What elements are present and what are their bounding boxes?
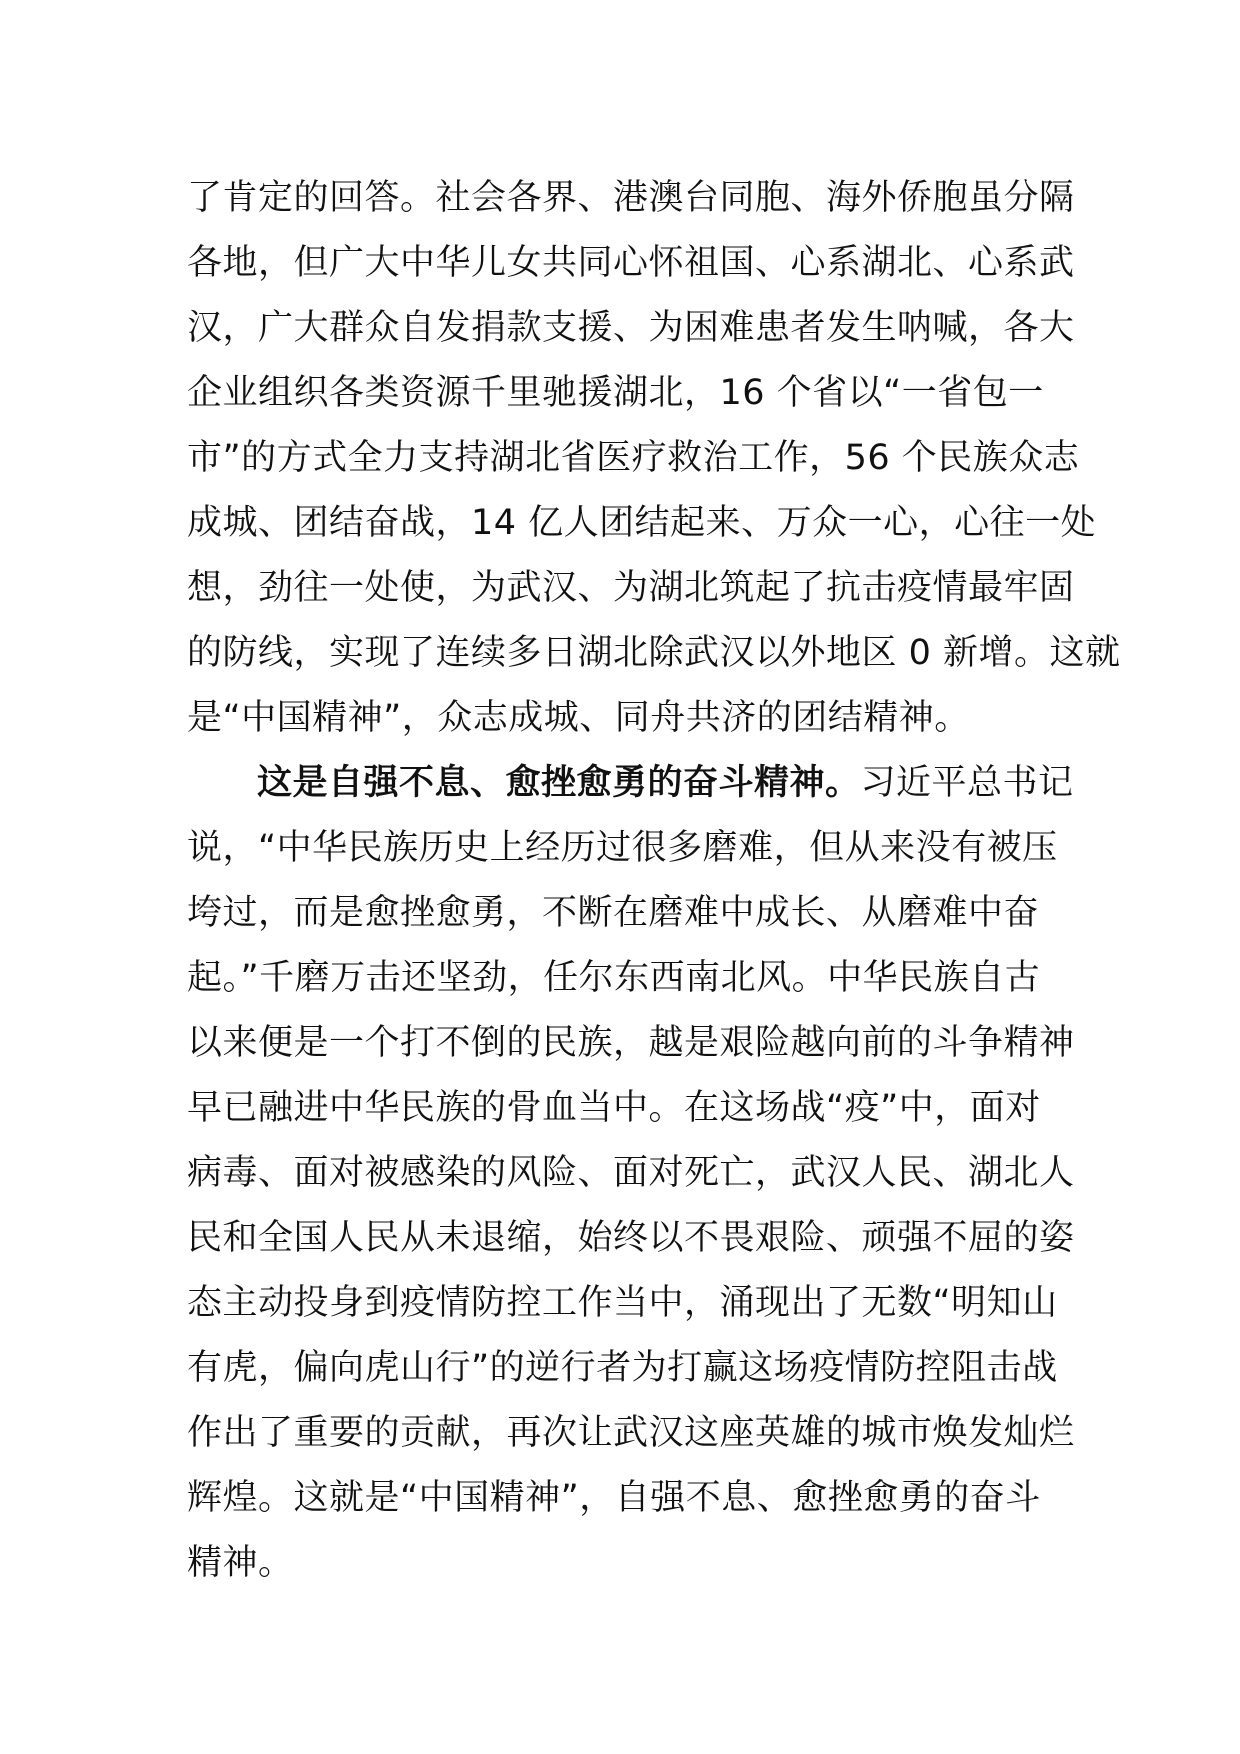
text-line: 企业组织各类资源千里驰援湖北，16 个省以“一省包一 <box>187 373 1044 413</box>
text-line: 想，劲往一处使，为武汉、为湖北筑起了抗击疫情最牢固 <box>187 568 1075 608</box>
text-line: 精神。 <box>187 1543 294 1583</box>
text-line: 民和全国人民从未退缩，始终以不畏艰险、顽强不屈的姿 <box>187 1218 1075 1258</box>
text-line: 是“中国精神”，众志成城、同舟共济的团结精神。 <box>187 698 970 738</box>
document-body <box>187 166 1121 1596</box>
text-line: 早已融进中华民族的骨血当中。在这场战“疫”中，面对 <box>187 1088 1041 1128</box>
text-line: 起。”千磨万击还坚劲，任尔东西南北风。中华民族自古 <box>187 958 1041 998</box>
paragraph-first-line <box>187 751 1074 816</box>
text-line: 汉，广大群众自发捐款支援、为困难患者发生呐喊，各大 <box>187 308 1075 348</box>
text-line: 了肯定的回答。社会各界、港澳台同胞、海外侨胞虽分隔 <box>187 178 1075 218</box>
text-line: 的防线，实现了连续多日湖北除武汉以外地区 0 新增。这就 <box>187 633 1121 673</box>
text-line: 成城、团结奋战，14 亿人团结起来、万众一心，心往一处 <box>187 503 1097 543</box>
text-line: 态主动投身到疫情防控工作当中，涌现出了无数“明知山 <box>187 1283 1058 1323</box>
text-line: 病毒、面对被感染的风险、面对死亡，武汉人民、湖北人 <box>187 1153 1075 1193</box>
heading-continuation: 习近平总书记 <box>860 763 1074 803</box>
text-line: 垮过，而是愈挫愈勇，不断在磨难中成长、从磨难中奋 <box>187 893 1040 933</box>
paragraph-struggle-spirit <box>187 751 1075 1596</box>
text-line: 说，“中华民族历史上经历过很多磨难，但从来没有被压 <box>187 828 1058 868</box>
text-line: 辉煌。这就是“中国精神”，自强不息、愈挫愈勇的奋斗 <box>187 1478 1041 1518</box>
text-line: 市”的方式全力支持湖北省医疗救治工作，56 个民族众志 <box>187 438 1080 478</box>
text-line: 以来便是一个打不倒的民族，越是艰险越向前的斗争精神 <box>187 1023 1075 1063</box>
text-line: 有虎，偏向虎山行”的逆行者为打赢这场疫情防控阻击战 <box>187 1348 1058 1388</box>
text-line: 各地，但广大中华儿女共同心怀祖国、心系湖北、心系武 <box>187 243 1075 283</box>
paragraph-heading: 这是自强不息、愈挫愈勇的奋斗精神。 <box>257 763 861 803</box>
text-line: 作出了重要的贡献，再次让武汉这座英雄的城市焕发灿烂 <box>187 1413 1075 1453</box>
paragraph-unity-spirit <box>187 166 1121 751</box>
